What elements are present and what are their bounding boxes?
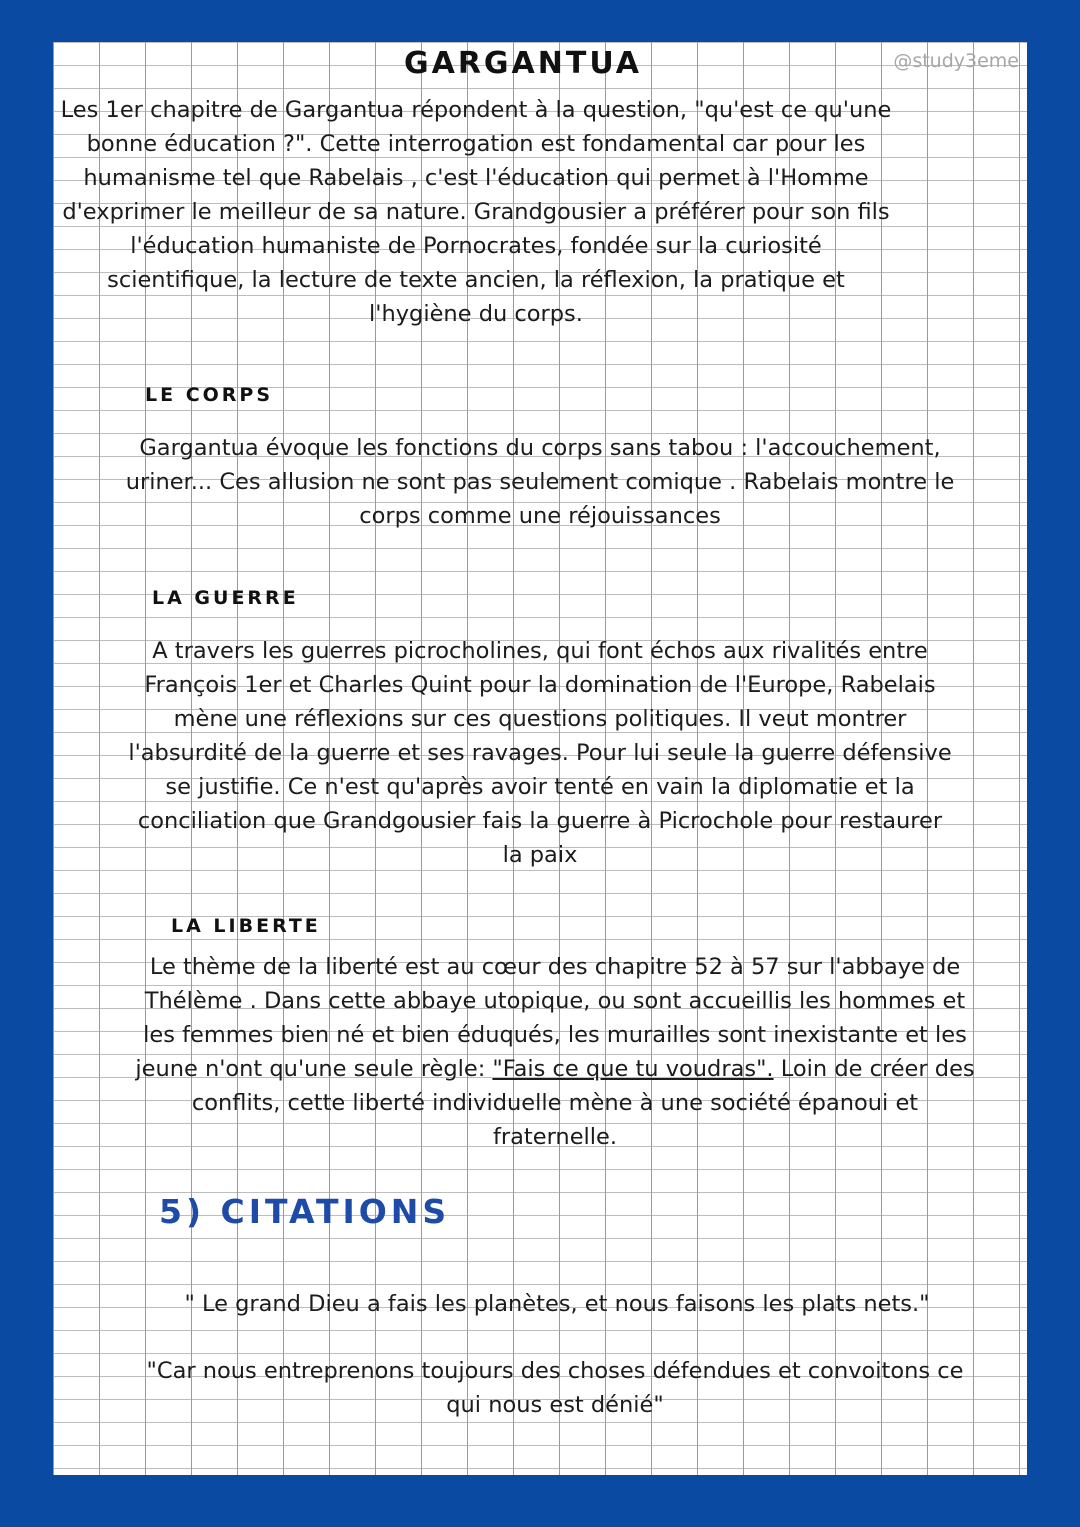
liberte-text-after: Loin de créer des conflits, cette liberté individuelle mène à une société épanoui et fraternelle. <box>191 1056 975 1150</box>
heading-citations: 5) CITATIONS <box>159 1192 451 1231</box>
liberte-quote: "Fais ce que tu voudras". <box>492 1056 774 1082</box>
guerre-paragraph: A travers les guerres picrocholines, qui font échos aux rivalités entre François 1er et Charles Quint pour la domination de l'Europe, Rabelais mène une réflexions sur ces questions politiques. Il veut montrer l'absurdité de la guerre et ses ravages. Pour lui seule la guerre défensive se justifie. Ce n'est qu'après avoir tenté en vain la diplomatie et la conciliation que Grandgousier fais la guerre à Picrochole pour restaurer la paix <box>128 638 952 868</box>
page-title: GARGANTUA <box>403 46 642 81</box>
heading-la-liberte: LA LIBERTE <box>171 915 321 937</box>
heading-le-corps: LE CORPS <box>145 384 274 406</box>
citation-2: "Car nous entreprenons toujours des choses défendues et convoitons ce qui nous est dénié" <box>146 1358 964 1418</box>
heading-la-guerre: LA GUERRE <box>152 587 299 609</box>
citation-1: " Le grand Dieu a fais les planètes, et nous faisons les plats nets." <box>184 1291 930 1317</box>
intro-paragraph: Les 1er chapitre de Gargantua répondent à la question, "qu'est ce qu'une bonne éducation ?". Cette interrogation est fondamental car pour les humanisme tel que Rabelais , c'est l'éducation qui permet à l'Homme d'exprimer le meilleur de sa nature. Grandgousier a préférer pour son fils l'éducation humaniste de Pornocrates, fondée sur la curiosité scientifique, la lecture de texte ancien, la réflexion, la pratique et l'hygiène du corps. <box>60 97 892 327</box>
notebook-page <box>53 42 1027 1475</box>
liberte-text-before: Le thème de la liberté est au cœur des chapitre 52 à 57 sur l'abbaye de Thélème . Dans cette abbaye utopique, ou sont accueillis les hommes et les femmes bien né et bien éduqués, les murailles sont inexistante et les jeune n'ont qu'une seule règle: <box>135 954 967 1082</box>
corps-paragraph: Gargantua évoque les fonctions du corps sans tabou : l'accouchement, uriner... Ces allusion ne sont pas seulement comique . Rabelais montre le corps comme une réjouissances <box>125 435 955 529</box>
author-handle: @study3eme <box>893 50 1019 72</box>
liberte-paragraph <box>53 950 1027 1154</box>
